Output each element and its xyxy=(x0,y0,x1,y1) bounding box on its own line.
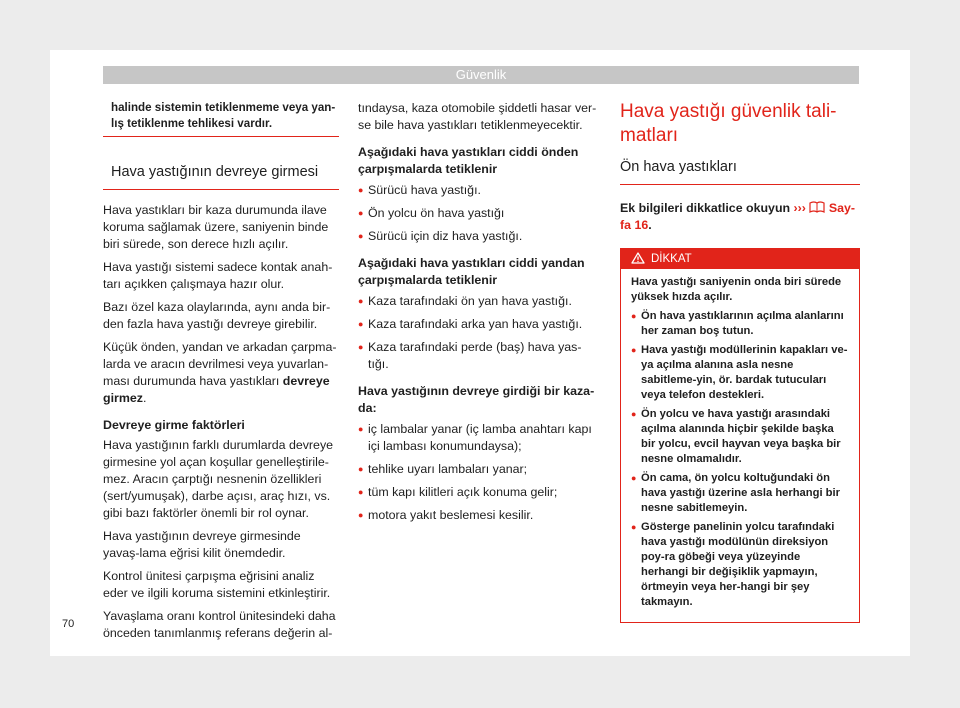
page-link[interactable]: fa 16 xyxy=(620,218,649,232)
page-link[interactable]: Say- xyxy=(828,201,856,215)
caution-intro: Hava yastığı saniyenin onda biri sürede yüksek hızda açılır. xyxy=(631,276,842,303)
list-item: ● iç lambalar yanar (iç lamba anahtarı kapı içi lambası konumundaysa); xyxy=(358,421,602,455)
list-item: ● motora yakıt beslemesi kesilir. xyxy=(358,507,602,524)
text-run: Küçük önden, yandan ve arkadan çarpma-larda ve aracın devrilmesi veya yuvarlan-ması durumunda hava yastıkları xyxy=(103,340,337,388)
list-item: ● tüm kapı kilitleri açık konuma gelir; xyxy=(358,484,602,501)
caution-item: ● Ön hava yastıklarının açılma alanlarını her zaman boş tutun. xyxy=(631,309,849,339)
list-item: ● Kaza tarafındaki arka yan hava yastığı. xyxy=(358,316,602,333)
paragraph: Yavaşlama oranı kontrol ünitesindeki daha önceden tanımlanmış referans değerin al- xyxy=(103,609,336,640)
caution-item: ● Gösterge panelinin yolcu tarafındaki hava yastığı modülünün direksiyon poy-ra göbeği veya yüzeyinde herhangi bir değişiklik yapmayın, örtmeyin veya her-hangi bir şey takmayın. xyxy=(631,520,849,610)
list-heading-side: Aşağıdaki hava yastıkları ciddi yandan çarpışmalarda tetiklenir xyxy=(358,256,585,287)
paragraph: Kontrol ünitesi çarpışma eğrisini analiz eder ve ilgili koruma sistemini etkinleştirir. xyxy=(103,569,331,600)
paragraph: Hava yastığının devreye girmesinde yavaş-lama eğrisi kilit önemdedir. xyxy=(103,529,301,560)
cross-reference xyxy=(620,200,860,234)
caution-body xyxy=(621,269,859,622)
column-right xyxy=(620,100,860,623)
caution-item: ● Hava yastığı modüllerinin kapakları ve-ya açılma alanına asla nesne sabitleme-yin, ör. bardak tutucuları veya telefon destekleri. xyxy=(631,343,849,403)
chapter-title: Hava yastığı güvenlik tali-matları xyxy=(620,101,837,146)
paragraph xyxy=(103,339,339,407)
warning-continuation: halinde sistemin tetiklenmeme veya yan-lış tetiklenme tehlikesi vardır. xyxy=(103,100,339,137)
reference-arrows-icon: ››› xyxy=(793,201,806,215)
column-left xyxy=(103,100,339,648)
list-item: ● Kaza tarafındaki perde (baş) hava yas-tığı. xyxy=(358,339,602,373)
column-middle xyxy=(358,100,602,530)
paragraph: tındaysa, kaza otomobile şiddetli hasar ver-se bile hava yastıkları tetiklenmeyecektir. xyxy=(358,101,597,132)
list-item: ● tehlike uyarı lambaları yanar; xyxy=(358,461,602,478)
text-run: . xyxy=(648,218,652,232)
list-heading-frontal: Aşağıdaki hava yastıkları ciddi önden çarpışmalarda tetiklenir xyxy=(358,145,579,176)
paragraph: Hava yastıkları bir kaza durumunda ilave koruma sağlamak üzere, saniyenin binde biri sürede, son derece hızlı açılır. xyxy=(103,203,329,251)
text-run: . xyxy=(142,391,147,405)
caution-label: DİKKAT xyxy=(651,253,692,265)
warning-triangle-icon xyxy=(631,252,645,264)
caution-item: ● Ön yolcu ve hava yastığı arasındaki açılma alanında hiçbir şekilde başka bir yolcu, evcil hayvan veya başka bir nesne olmamalıdır. xyxy=(631,407,849,467)
caution-header xyxy=(621,249,859,269)
paragraph: Hava yastığı sistemi sadece kontak anah-tarı açıkken çalışmaya hazır olur. xyxy=(103,260,333,291)
running-header: Güvenlik xyxy=(103,66,859,84)
section-title-front-airbags: Ön hava yastıkları xyxy=(620,158,860,185)
list-heading-accident: Hava yastığının devreye girdiği bir kaza-da: xyxy=(358,384,595,415)
book-icon xyxy=(809,201,825,213)
caution-box xyxy=(620,248,860,623)
emphasis-text: devreye girmez xyxy=(103,374,330,405)
subheading-trigger-factors: Devreye girme faktörleri xyxy=(103,418,245,432)
list-item: ● Sürücü için diz hava yastığı. xyxy=(358,228,602,245)
reference-text: Ek bilgileri dikkatlice okuyun xyxy=(620,201,791,215)
page-number: 70 xyxy=(62,618,75,630)
caution-item: ● Ön cama, ön yolcu koltuğundaki ön hava yastığı üzerine asla herhangi bir nesne sabitlemeyin. xyxy=(631,471,849,516)
paragraph: Hava yastığının farklı durumlarda devreye girmesine yol açan koşullar genelleştirile-mez. Aracın çarptığı nesnenin özellikleri (sert/yumuşak), darbe açısı, araç hızı, vs. gibi bazı faktörler önemli bir rol oynar. xyxy=(103,438,334,520)
paragraph: Bazı özel kaza olaylarında, aynı anda bir-den fazla hava yastığı devreye girebilir. xyxy=(103,300,331,331)
list-item: ● Sürücü hava yastığı. xyxy=(358,182,602,199)
list-item: ● Ön yolcu ön hava yastığı xyxy=(358,205,602,222)
section-title-airbag-deployment: Hava yastığının devreye girmesi xyxy=(103,163,339,190)
list-item: ● Kaza tarafındaki ön yan hava yastığı. xyxy=(358,293,602,310)
